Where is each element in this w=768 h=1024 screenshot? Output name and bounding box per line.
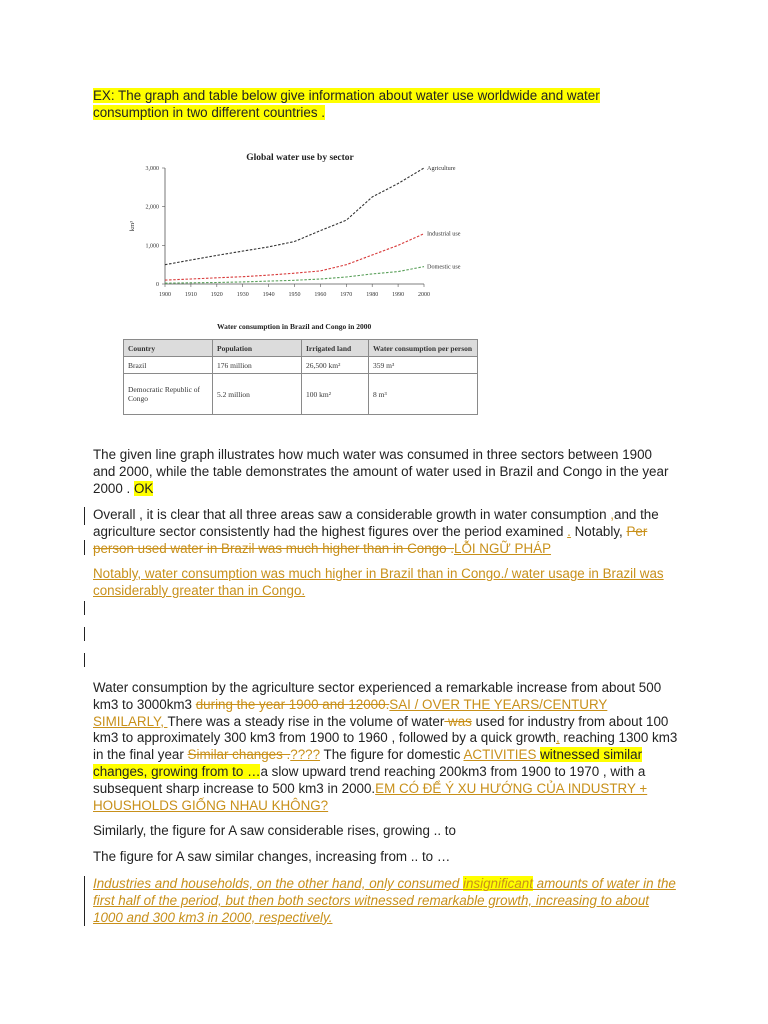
paragraph-text: There was a steady rise in the volume of water [167, 713, 445, 729]
deleted-text: was [444, 713, 472, 729]
paragraph-text: a slow upward trend reaching 200km3 from 1900 to 1970 , with a subsequent sharp increase to 500 km3 in 2000. [93, 763, 646, 796]
table-title: Water consumption in Brazil and Congo in 2000 [217, 322, 372, 331]
paragraph-text: The figure for domestic [320, 747, 464, 763]
line-chart [118, 146, 488, 306]
table-header: Country [124, 340, 213, 357]
x-tick-label: 1920 [210, 292, 223, 298]
intro-paragraph [93, 88, 678, 122]
paragraph-details [93, 680, 678, 814]
series-label: Industrial use [427, 230, 461, 238]
table-cell: Brazil [124, 357, 213, 374]
inserted-comment: LỖI NGỮ PHÁP [454, 540, 552, 556]
table-cell: 5.2 million [213, 374, 302, 415]
inserted-comment: EM CÓ ĐỂ Ý XU HƯỚNG CỦA INDUSTRY + HOUSHOLDS GIỐNG NHAU KHÔNG? [93, 780, 648, 813]
series-labels [427, 165, 461, 271]
water-table [123, 339, 478, 415]
deleted-text: Per person used water in Brazil was much higher than in Congo . [93, 523, 648, 556]
y-tick-label: 2,000 [145, 204, 159, 211]
paragraph-text: Industries and households, on the other hand, only consumed [93, 876, 463, 891]
table-cell: 8 m³ [369, 374, 478, 415]
series-label: Agriculture [427, 165, 456, 172]
y-tick-label: 1,000 [145, 243, 159, 250]
x-tick-label: 1970 [340, 292, 353, 298]
table-row [124, 374, 478, 415]
table-cell: Democratic Republic of Congo [124, 374, 213, 415]
x-tick-label: 1960 [314, 292, 327, 298]
x-tick-label: 1980 [366, 292, 379, 298]
inserted-text: . [567, 523, 571, 539]
x-tick-label: 1940 [262, 292, 275, 298]
chart-series [165, 168, 424, 283]
table-cell: 26,500 km² [302, 357, 369, 374]
inserted-text: ACTIVITIES [463, 747, 541, 763]
paragraph-text: Water consumption by the agriculture sector experienced a remarkable increase from about 500 km3 to 3000km3 [93, 680, 662, 712]
paragraph-template-1: Similarly, the figure for A saw considerable rises, growing .. to [93, 823, 456, 838]
table-header: Irrigated land [302, 340, 369, 357]
paragraph-text: Notably, [570, 523, 627, 539]
y-tick-label: 3,000 [145, 166, 159, 172]
paragraph-text: and the agriculture sector consistently had the highest figures over the period examined [93, 507, 659, 539]
table-cell: 176 million [213, 357, 302, 374]
table-header: Population [213, 340, 302, 357]
highlighted-text: witnessed similar changes, growing from to … [93, 747, 643, 779]
paragraph-suggestion [93, 876, 678, 926]
table-header-row [124, 340, 478, 357]
paragraph-text: amounts of water in the first half of the period, but then both sectors witnessed remarkable growth, increasing to about 1000 and 300 km3 in 2000, respectively. [93, 876, 676, 925]
deleted-text: Similar changes . [187, 747, 291, 763]
change-bar [84, 540, 85, 555]
y-axis-label: km³ [129, 220, 136, 232]
inserted-comment: ???? [290, 747, 321, 763]
ok-mark: OK [133, 480, 154, 496]
change-bar [84, 601, 85, 615]
change-bar [84, 627, 85, 641]
paragraph-text: The given line graph illustrates how much water was consumed in three sectors between 1900 and 2000, while the table demonstrates the amount of water used in Brazil and Congo in the year 2000 . [93, 447, 669, 496]
inserted-text: , [610, 507, 615, 522]
inserted-text: , [555, 730, 560, 746]
paragraph-text: reaching 1300 km3 in the final year [93, 730, 678, 763]
table-cell: 359 m³ [369, 357, 478, 374]
x-tick-label: 1900 [159, 292, 171, 298]
paragraph-text: used for industry from about 100 km3 to approximately 300 km3 from 1900 to 1960 , followed by a quick growth [93, 713, 669, 746]
deleted-text: during the year 1900 and 12000. [195, 696, 390, 712]
paragraph-template-2: The figure for A saw similar changes, increasing from .. to … [93, 849, 451, 864]
highlighted-text: insignificant [462, 876, 533, 891]
series-line [165, 267, 424, 284]
paragraph-overview [93, 507, 678, 557]
series-line [165, 234, 424, 280]
table-row [124, 357, 478, 374]
paragraph-intro-analysis [93, 447, 678, 497]
x-tick-label: 2000 [418, 292, 430, 298]
inserted-comment: SAI / OVER THE YEARS/CENTURY SIMILARLY, [93, 696, 608, 729]
table-header: Water consumption per person [369, 340, 478, 357]
x-tick-label: 1990 [392, 292, 405, 298]
x-tick-labels [159, 284, 430, 298]
y-tick-label: 0 [156, 282, 159, 288]
intro-text: EX: The graph and table below give information about water use worldwide and water consumption in two different countries . [93, 88, 600, 120]
chart-axes [165, 168, 424, 284]
x-tick-label: 1910 [184, 292, 197, 298]
y-tick-labels [146, 166, 166, 288]
change-bar [84, 876, 85, 926]
chart-title: Global water use by sector [246, 153, 354, 163]
paragraph-text: Overall , it is clear that all three areas saw a considerable growth in water consumption [93, 507, 611, 522]
table-cell: 100 km² [302, 374, 369, 415]
change-bar [84, 653, 85, 667]
series-label: Domestic use [427, 263, 461, 271]
x-tick-label: 1930 [236, 292, 249, 298]
change-bar [84, 507, 85, 525]
x-tick-label: 1950 [288, 292, 301, 298]
paragraph-correction: Notably, water consumption was much higher in Brazil than in Congo./ water usage in Brazil was considerably greater than in Congo. [93, 566, 664, 598]
